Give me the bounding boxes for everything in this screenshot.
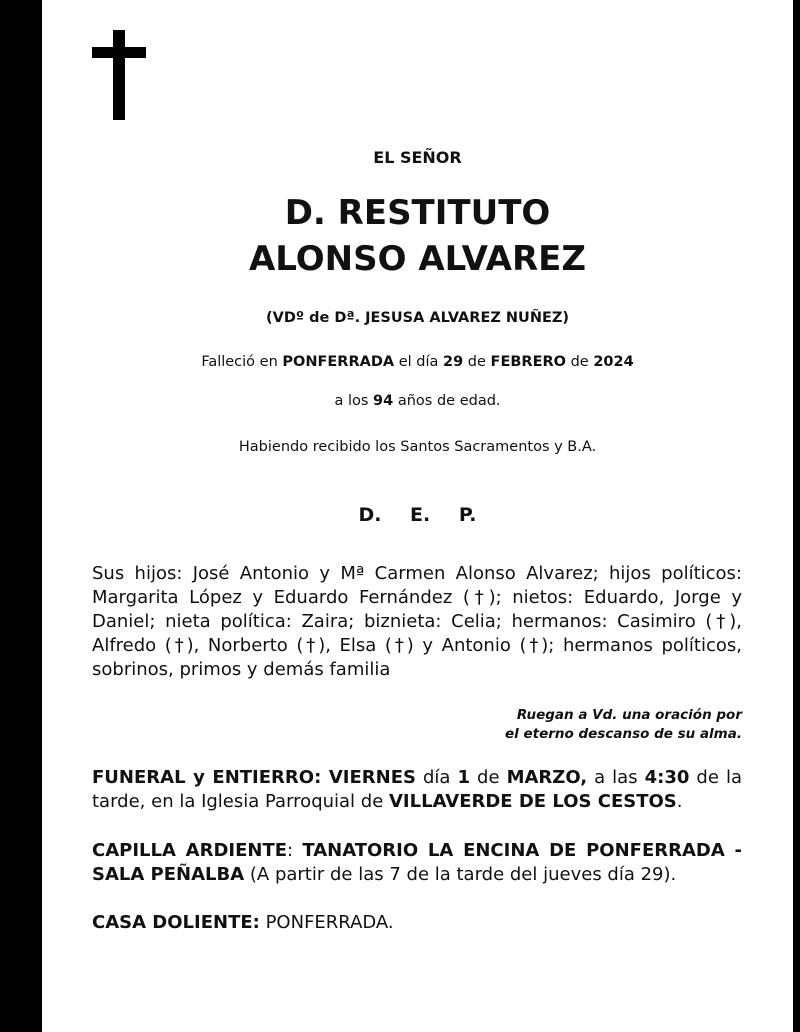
chapel-info: CAPILLA ARDIENTE: TANATORIO LA ENCINA DE PONFERRADA - SALA PEÑALBA (A partir de las 7 de la tarde del jueves día 29).: [92, 840, 742, 885]
funeral-info: FUNERAL y ENTIERRO: VIERNES día 1 de MARZO, a las 4:30 de la tarde, en la Iglesia Parroquial de VILLAVERDE DE LOS CESTOS.: [92, 767, 742, 812]
house-info: CASA DOLIENTE: PONFERRADA.: [92, 912, 394, 933]
name-line-1: D. RESTITUTO: [284, 193, 551, 233]
age-value: 94: [373, 393, 394, 409]
death-info: Falleció en PONFERRADA el día 29 de FEBRERO de 2024: [201, 354, 634, 370]
chapel-label: CAPILLA ARDIENTE: [92, 840, 288, 861]
prayer-request: Ruegan a Vd. una oración por el eterno descanso de su alma.: [505, 707, 742, 742]
sacraments-note: Habiendo recibido los Santos Sacramentos y B.A.: [238, 439, 597, 455]
widower-of: (VDº de Dª. JESUSA ALVAREZ NUÑEZ): [265, 310, 570, 326]
name-line-2: ALONSO ALVAREZ: [248, 239, 587, 279]
chapel-place: TANATORIO LA ENCINA DE PONFERRADA - SALA PEÑALBA: [92, 840, 742, 885]
funeral-label: FUNERAL y ENTIERRO: VIERNES: [92, 767, 416, 788]
family-paragraph: Sus hijos: José Antonio y Mª Carmen Alonso Alvarez; hijos políticos: Margarita López y Eduardo Fernández (†); nietos: Eduardo, Jorge y Daniel; nieta política: Zaira; biznieta: Celia; hermanos: Casimiro (†), Alfredo (†), Norberto (†), Elsa (†) y Antonio (†); hermanos políticos, sobrinos, primos y demás familia: [92, 563, 742, 680]
deceased-name: [42, 190, 793, 282]
title-prefix: EL SEÑOR: [373, 148, 462, 167]
death-year: 2024: [593, 354, 634, 370]
funeral-place: VILLAVERDE DE LOS CESTOS: [389, 791, 677, 812]
death-day: 29: [443, 354, 464, 370]
right-border: [793, 0, 800, 1032]
cross-icon: [92, 30, 146, 120]
age-info: a los 94 años de edad.: [334, 393, 501, 409]
house-label: CASA DOLIENTE:: [92, 912, 260, 933]
death-place: PONFERRADA: [282, 354, 395, 370]
dep-heading: D. E. P.: [358, 504, 477, 526]
left-border: [0, 0, 42, 1032]
death-month: FEBRERO: [490, 354, 566, 370]
